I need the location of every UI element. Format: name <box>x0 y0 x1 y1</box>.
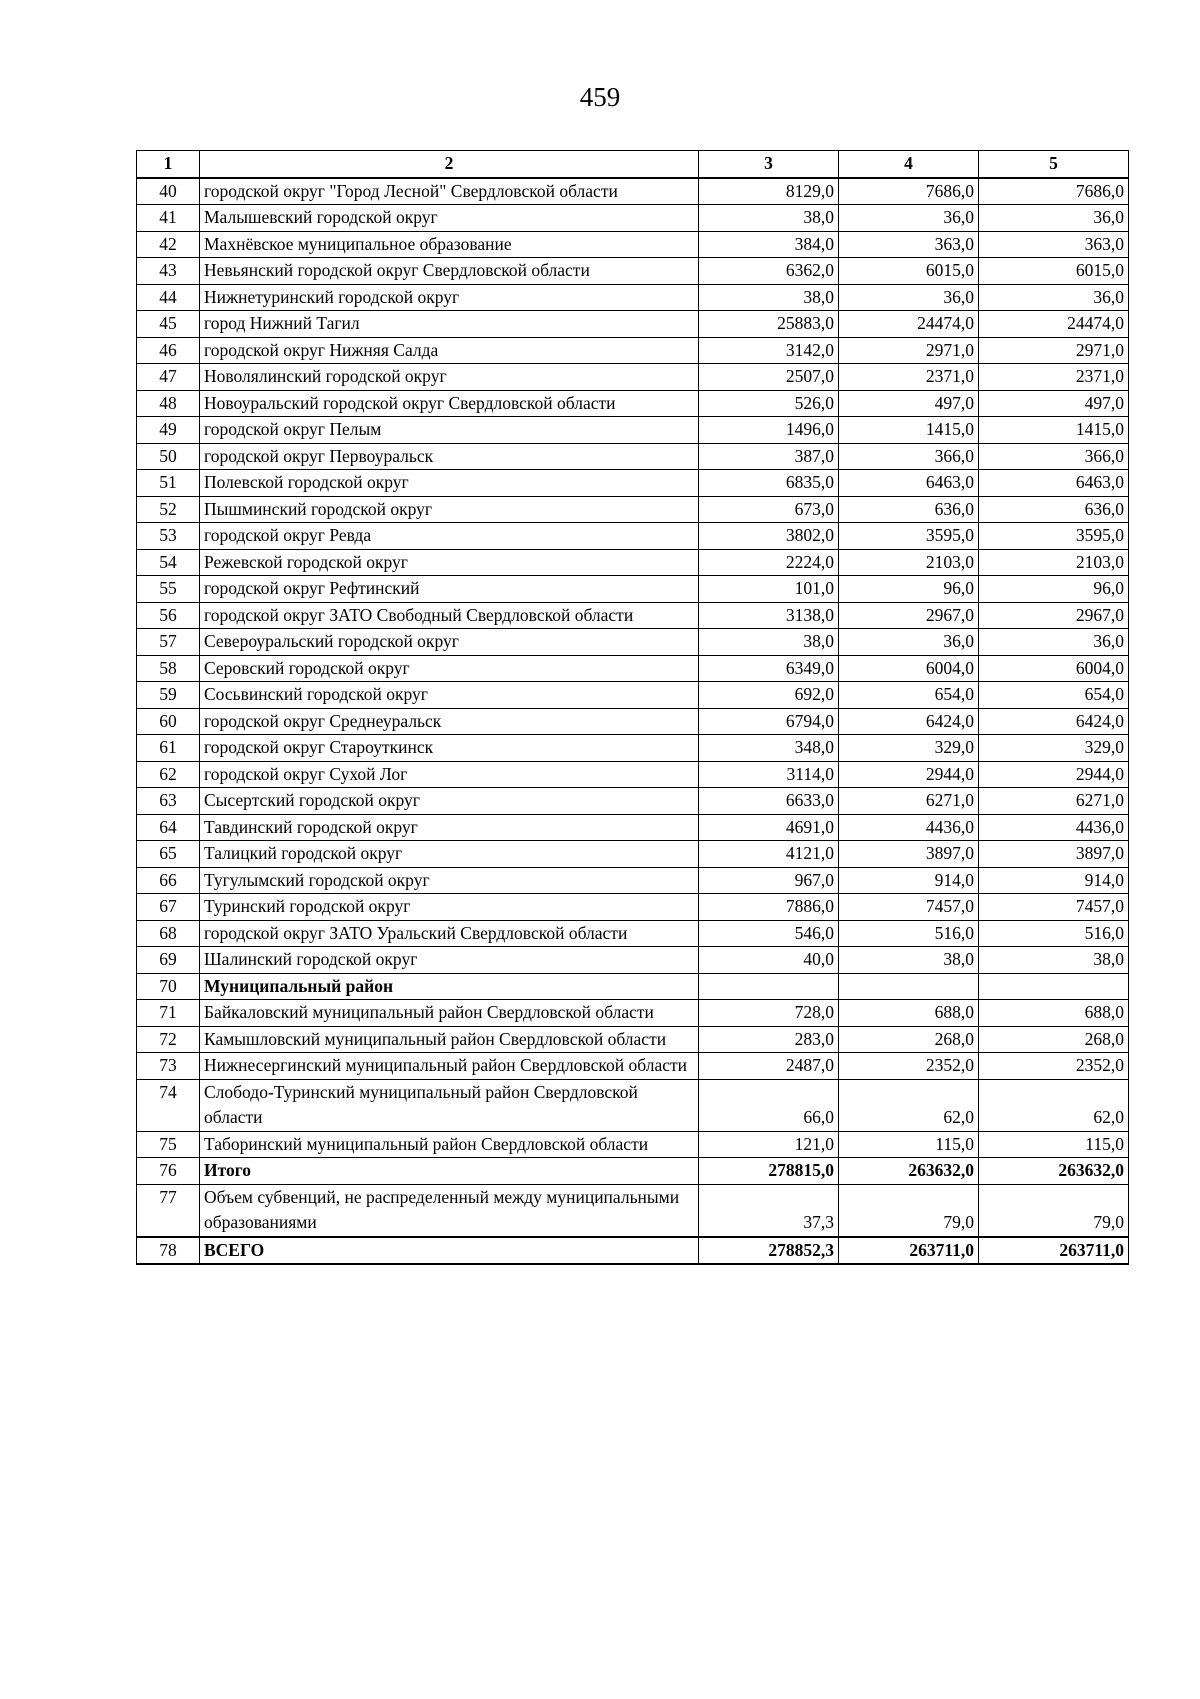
row-number: 56 <box>137 602 200 629</box>
table-row <box>137 258 1129 285</box>
value-col3: 6349,0 <box>699 655 839 682</box>
value-col3: 2507,0 <box>699 364 839 391</box>
row-number: 46 <box>137 337 200 364</box>
row-number: 64 <box>137 814 200 841</box>
value-col5 <box>979 973 1129 1000</box>
row-number: 45 <box>137 311 200 338</box>
value-col3: 348,0 <box>699 735 839 762</box>
table-row <box>137 390 1129 417</box>
table-row <box>137 841 1129 868</box>
table-row <box>137 205 1129 232</box>
table-row <box>137 337 1129 364</box>
value-col3: 1496,0 <box>699 417 839 444</box>
value-col3: 526,0 <box>699 390 839 417</box>
value-col5: 4436,0 <box>979 814 1129 841</box>
row-number: 72 <box>137 1026 200 1053</box>
row-number: 60 <box>137 708 200 735</box>
value-col5: 1415,0 <box>979 417 1129 444</box>
value-col3: 3114,0 <box>699 761 839 788</box>
value-col5: 36,0 <box>979 205 1129 232</box>
table-row <box>137 735 1129 762</box>
row-name: городской округ Нижняя Салда <box>200 337 699 364</box>
value-col5: 497,0 <box>979 390 1129 417</box>
table-row <box>137 417 1129 444</box>
row-number: 68 <box>137 920 200 947</box>
row-name: Таборинский муниципальный район Свердловской области <box>200 1131 699 1158</box>
value-col4: 914,0 <box>839 867 979 894</box>
value-col5: 115,0 <box>979 1131 1129 1158</box>
value-col4: 7457,0 <box>839 894 979 921</box>
table-row <box>137 761 1129 788</box>
value-col3: 546,0 <box>699 920 839 947</box>
value-col5: 3897,0 <box>979 841 1129 868</box>
value-col3: 3142,0 <box>699 337 839 364</box>
row-name: Камышловский муниципальный район Свердловской области <box>200 1026 699 1053</box>
row-name: Нижнетуринский городской округ <box>200 284 699 311</box>
value-col5: 2103,0 <box>979 549 1129 576</box>
row-number: 67 <box>137 894 200 921</box>
table-body <box>137 178 1129 1265</box>
value-col4: 329,0 <box>839 735 979 762</box>
value-col5: 516,0 <box>979 920 1129 947</box>
row-number: 50 <box>137 443 200 470</box>
value-col5: 96,0 <box>979 576 1129 603</box>
value-col4: 79,0 <box>839 1184 979 1237</box>
value-col4: 263632,0 <box>839 1158 979 1185</box>
table-row <box>137 364 1129 391</box>
value-col3: 673,0 <box>699 496 839 523</box>
value-col3: 25883,0 <box>699 311 839 338</box>
row-name: город Нижний Тагил <box>200 311 699 338</box>
value-col5: 363,0 <box>979 231 1129 258</box>
value-col4: 3595,0 <box>839 523 979 550</box>
row-number: 78 <box>137 1237 200 1265</box>
column-header: 4 <box>839 151 979 178</box>
value-col3: 728,0 <box>699 1000 839 1027</box>
table-row <box>137 1026 1129 1053</box>
row-number: 55 <box>137 576 200 603</box>
table-row <box>137 788 1129 815</box>
value-col4: 636,0 <box>839 496 979 523</box>
value-col3: 37,3 <box>699 1184 839 1237</box>
row-name: Тугулымский городской округ <box>200 867 699 894</box>
row-number: 49 <box>137 417 200 444</box>
value-col3: 4691,0 <box>699 814 839 841</box>
row-number: 73 <box>137 1053 200 1080</box>
value-col4 <box>839 973 979 1000</box>
value-col4: 268,0 <box>839 1026 979 1053</box>
value-col3: 8129,0 <box>699 178 839 205</box>
row-number: 57 <box>137 629 200 656</box>
value-col5: 7686,0 <box>979 178 1129 205</box>
value-col4: 1415,0 <box>839 417 979 444</box>
value-col3: 101,0 <box>699 576 839 603</box>
value-col5: 36,0 <box>979 629 1129 656</box>
row-name: Нижнесергинский муниципальный район Свердловской области <box>200 1053 699 1080</box>
value-col5: 38,0 <box>979 947 1129 974</box>
table-row <box>137 947 1129 974</box>
table-row <box>137 682 1129 709</box>
row-name: Североуральский городской округ <box>200 629 699 656</box>
subvention-table <box>136 150 1129 1265</box>
value-col3: 40,0 <box>699 947 839 974</box>
value-col3: 387,0 <box>699 443 839 470</box>
row-name: Сысертский городской округ <box>200 788 699 815</box>
row-name: Талицкий городской округ <box>200 841 699 868</box>
row-name: Невьянский городской округ Свердловской области <box>200 258 699 285</box>
table-row <box>137 1053 1129 1080</box>
row-name: Итого <box>200 1158 699 1185</box>
page-number: 459 <box>579 82 621 112</box>
value-col5: 654,0 <box>979 682 1129 709</box>
value-col3 <box>699 973 839 1000</box>
value-col5: 6015,0 <box>979 258 1129 285</box>
value-col4: 115,0 <box>839 1131 979 1158</box>
value-col5: 6271,0 <box>979 788 1129 815</box>
value-col3: 3138,0 <box>699 602 839 629</box>
value-col5: 2944,0 <box>979 761 1129 788</box>
value-col5: 329,0 <box>979 735 1129 762</box>
value-col5: 62,0 <box>979 1079 1129 1131</box>
row-number: 53 <box>137 523 200 550</box>
table-row <box>137 708 1129 735</box>
value-col5: 636,0 <box>979 496 1129 523</box>
row-number: 52 <box>137 496 200 523</box>
value-col3: 278815,0 <box>699 1158 839 1185</box>
value-col4: 6424,0 <box>839 708 979 735</box>
table-row <box>137 1184 1129 1237</box>
row-number: 61 <box>137 735 200 762</box>
table-row <box>137 867 1129 894</box>
value-col3: 384,0 <box>699 231 839 258</box>
table-row <box>137 576 1129 603</box>
row-name: городской округ Ревда <box>200 523 699 550</box>
column-header: 5 <box>979 151 1129 178</box>
row-name: Сосьвинский городской округ <box>200 682 699 709</box>
table-row <box>137 523 1129 550</box>
column-header: 1 <box>137 151 200 178</box>
row-name: Слободо-Туринский муниципальный район Свердловской области <box>200 1079 699 1131</box>
row-number: 63 <box>137 788 200 815</box>
row-number: 58 <box>137 655 200 682</box>
row-name: городской округ "Город Лесной" Свердловской области <box>200 178 699 205</box>
value-col4: 4436,0 <box>839 814 979 841</box>
row-name: Тавдинский городской округ <box>200 814 699 841</box>
row-number: 69 <box>137 947 200 974</box>
value-col3: 7886,0 <box>699 894 839 921</box>
value-col3: 38,0 <box>699 205 839 232</box>
row-name: Режевской городской округ <box>200 549 699 576</box>
row-name: Объем субвенций, не распределенный между муниципальными образованиями <box>200 1184 699 1237</box>
table-row <box>137 814 1129 841</box>
table-row <box>137 284 1129 311</box>
row-number: 40 <box>137 178 200 205</box>
value-col3: 4121,0 <box>699 841 839 868</box>
value-col3: 38,0 <box>699 284 839 311</box>
value-col3: 2487,0 <box>699 1053 839 1080</box>
value-col5: 36,0 <box>979 284 1129 311</box>
value-col4: 36,0 <box>839 284 979 311</box>
row-name: городской округ Рефтинский <box>200 576 699 603</box>
value-col4: 38,0 <box>839 947 979 974</box>
value-col4: 2371,0 <box>839 364 979 391</box>
table-row <box>137 1131 1129 1158</box>
value-col5: 7457,0 <box>979 894 1129 921</box>
table-row <box>137 1158 1129 1185</box>
value-col3: 121,0 <box>699 1131 839 1158</box>
row-name: городской округ ЗАТО Свободный Свердловской области <box>200 602 699 629</box>
value-col4: 6015,0 <box>839 258 979 285</box>
value-col4: 263711,0 <box>839 1237 979 1265</box>
value-col4: 36,0 <box>839 629 979 656</box>
row-number: 75 <box>137 1131 200 1158</box>
table-row <box>137 602 1129 629</box>
value-col4: 2352,0 <box>839 1053 979 1080</box>
value-col5: 24474,0 <box>979 311 1129 338</box>
table-row <box>137 1237 1129 1265</box>
row-name: Малышевский городской округ <box>200 205 699 232</box>
row-name: городской округ Староуткинск <box>200 735 699 762</box>
value-col4: 2967,0 <box>839 602 979 629</box>
value-col3: 967,0 <box>699 867 839 894</box>
row-name: Пышминский городской округ <box>200 496 699 523</box>
value-col4: 6004,0 <box>839 655 979 682</box>
row-number: 71 <box>137 1000 200 1027</box>
table-header-row <box>137 151 1129 178</box>
row-name: Байкаловский муниципальный район Свердловской области <box>200 1000 699 1027</box>
row-name: Махнёвское муниципальное образование <box>200 231 699 258</box>
value-col4: 363,0 <box>839 231 979 258</box>
table-row <box>137 549 1129 576</box>
row-number: 76 <box>137 1158 200 1185</box>
value-col4: 24474,0 <box>839 311 979 338</box>
value-col5: 2352,0 <box>979 1053 1129 1080</box>
row-number: 70 <box>137 973 200 1000</box>
value-col3: 283,0 <box>699 1026 839 1053</box>
row-number: 43 <box>137 258 200 285</box>
row-number: 54 <box>137 549 200 576</box>
value-col4: 96,0 <box>839 576 979 603</box>
value-col3: 6633,0 <box>699 788 839 815</box>
value-col5: 6004,0 <box>979 655 1129 682</box>
column-header: 2 <box>200 151 699 178</box>
value-col5: 2971,0 <box>979 337 1129 364</box>
value-col4: 2103,0 <box>839 549 979 576</box>
row-number: 41 <box>137 205 200 232</box>
value-col4: 497,0 <box>839 390 979 417</box>
value-col4: 6271,0 <box>839 788 979 815</box>
value-col4: 7686,0 <box>839 178 979 205</box>
value-col4: 36,0 <box>839 205 979 232</box>
value-col5: 2371,0 <box>979 364 1129 391</box>
value-col5: 79,0 <box>979 1184 1129 1237</box>
row-name: городской округ Среднеуральск <box>200 708 699 735</box>
value-col4: 3897,0 <box>839 841 979 868</box>
table-row <box>137 470 1129 497</box>
row-name: ВСЕГО <box>200 1237 699 1265</box>
row-name: городской округ ЗАТО Уральский Свердловской области <box>200 920 699 947</box>
value-col5: 263711,0 <box>979 1237 1129 1265</box>
value-col5: 6463,0 <box>979 470 1129 497</box>
row-number: 77 <box>137 1184 200 1237</box>
row-number: 44 <box>137 284 200 311</box>
value-col5: 2967,0 <box>979 602 1129 629</box>
value-col5: 366,0 <box>979 443 1129 470</box>
value-col3: 38,0 <box>699 629 839 656</box>
row-name: Серовский городской округ <box>200 655 699 682</box>
value-col3: 66,0 <box>699 1079 839 1131</box>
table-row <box>137 973 1129 1000</box>
row-number: 51 <box>137 470 200 497</box>
value-col5: 6424,0 <box>979 708 1129 735</box>
value-col3: 2224,0 <box>699 549 839 576</box>
value-col3: 6362,0 <box>699 258 839 285</box>
value-col5: 688,0 <box>979 1000 1129 1027</box>
value-col3: 278852,3 <box>699 1237 839 1265</box>
row-name: Туринский городской округ <box>200 894 699 921</box>
value-col4: 366,0 <box>839 443 979 470</box>
row-name: городской округ Пелым <box>200 417 699 444</box>
table-row <box>137 496 1129 523</box>
table-row <box>137 629 1129 656</box>
value-col3: 3802,0 <box>699 523 839 550</box>
row-name: Новолялинский городской округ <box>200 364 699 391</box>
table-row <box>137 655 1129 682</box>
value-col4: 62,0 <box>839 1079 979 1131</box>
value-col5: 914,0 <box>979 867 1129 894</box>
row-name: Муниципальный район <box>200 973 699 1000</box>
row-number: 48 <box>137 390 200 417</box>
row-name: Шалинский городской округ <box>200 947 699 974</box>
value-col5: 268,0 <box>979 1026 1129 1053</box>
value-col5: 3595,0 <box>979 523 1129 550</box>
table-row <box>137 311 1129 338</box>
value-col4: 6463,0 <box>839 470 979 497</box>
value-col5: 263632,0 <box>979 1158 1129 1185</box>
column-header: 3 <box>699 151 839 178</box>
table-row <box>137 443 1129 470</box>
row-name: городской округ Сухой Лог <box>200 761 699 788</box>
table-row <box>137 178 1129 205</box>
table-row <box>137 920 1129 947</box>
row-number: 42 <box>137 231 200 258</box>
row-number: 66 <box>137 867 200 894</box>
table-row <box>137 1000 1129 1027</box>
value-col3: 6835,0 <box>699 470 839 497</box>
value-col4: 2944,0 <box>839 761 979 788</box>
table-row <box>137 1079 1129 1131</box>
table-row <box>137 894 1129 921</box>
row-number: 65 <box>137 841 200 868</box>
value-col3: 6794,0 <box>699 708 839 735</box>
value-col4: 688,0 <box>839 1000 979 1027</box>
row-number: 62 <box>137 761 200 788</box>
table-row <box>137 231 1129 258</box>
value-col4: 2971,0 <box>839 337 979 364</box>
row-number: 47 <box>137 364 200 391</box>
value-col3: 692,0 <box>699 682 839 709</box>
row-name: Новоуральский городской округ Свердловской области <box>200 390 699 417</box>
value-col4: 516,0 <box>839 920 979 947</box>
value-col4: 654,0 <box>839 682 979 709</box>
row-number: 59 <box>137 682 200 709</box>
row-number: 74 <box>137 1079 200 1131</box>
row-name: Полевской городской округ <box>200 470 699 497</box>
row-name: городской округ Первоуральск <box>200 443 699 470</box>
